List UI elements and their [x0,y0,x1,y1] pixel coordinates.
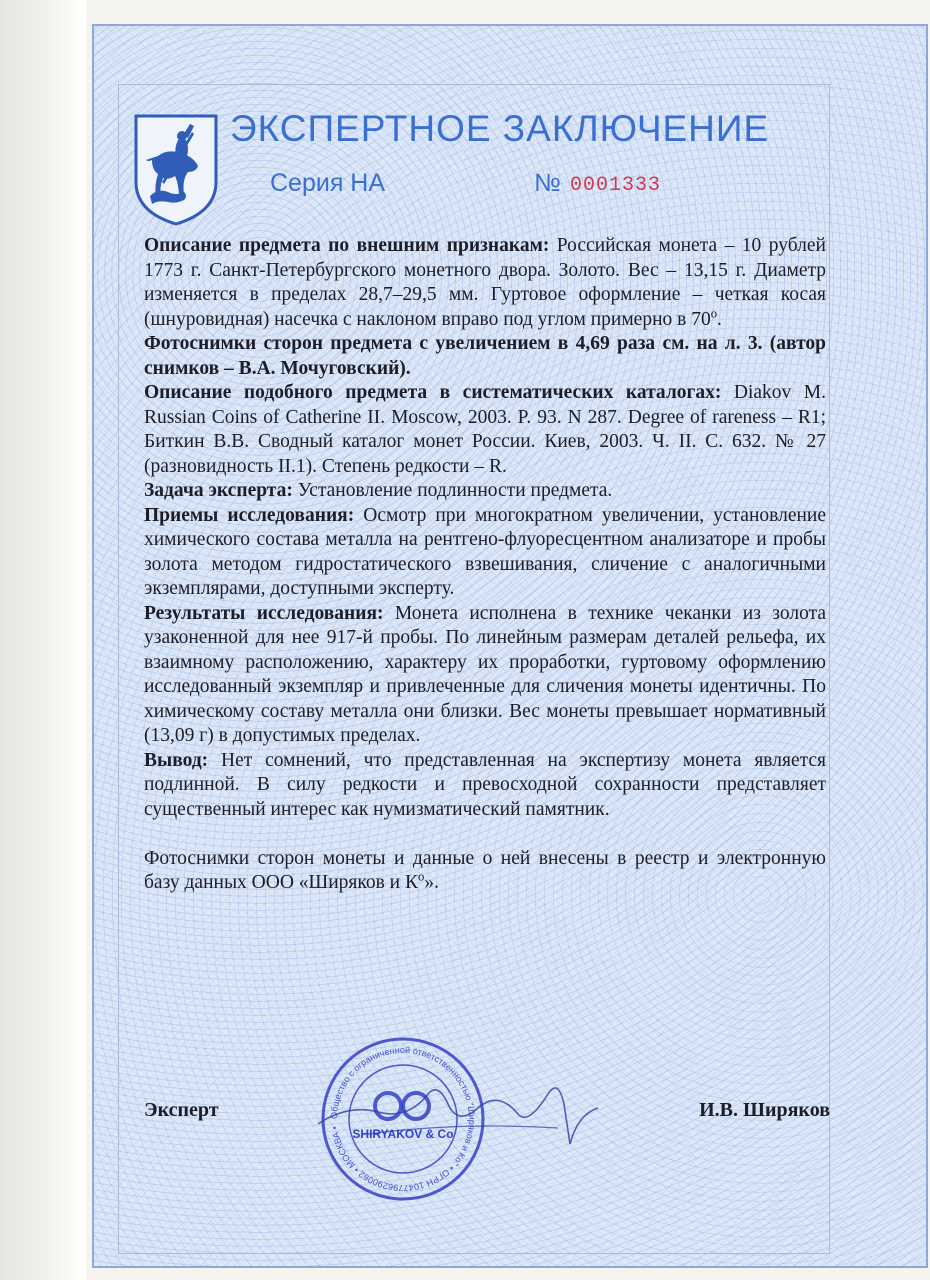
section-text: Diakov M. Russian Coins of Catherine II. Moscow, 2003. P. 93. N 287. Degree of rareness – R1; Биткин В.В. Сводный каталог монет России. Киев, 2003. Ч. II. С. 632. № 27 (разновидность II.1). Степень редкости – R. [144,382,826,477]
company-superscript: о [418,869,425,884]
document-title: ЭКСПЕРТНОЕ ЗАКЛЮЧЕНИЕ [230,108,770,149]
section-tail: . [717,308,722,330]
handwritten-signature-icon [308,1064,608,1154]
section-photos [144,332,826,381]
moscow-coat-of-arms-icon [132,112,220,228]
section-heading: Вывод: [144,749,209,771]
stamp-center-text: SHIRYAKOV & Co [352,1127,454,1141]
footer-note [144,847,826,896]
section-text: Нет сомнений, что представленная на экспертизу монета является подлинной. В силу редкости и превосходной сохранности представляет существенный интерес как нумизматический памятник. [144,749,826,820]
section-methods [144,504,826,602]
section-heading: Задача эксперта: [144,480,293,501]
section-text: Осмотр при многократном увеличении, установление химического состава металла на рентгено-флуоресцентном анализаторе и пробы золота методом гидростатического взвешивания, сличение с аналогичными экземплярами, доступными эксперту. [144,504,827,599]
section-text: Российская монета – 10 рублей 1773 г. Санкт-Петербургского монетного двора. Золото. Вес – 13,15 г. Диаметр изменяется в пределах 28,7–29,5 мм. Гуртовое оформление – четкая косая (шнуровидная) насечка с наклоном вправо под углом примерно в 70 [144,235,826,330]
section-conclusion [144,749,826,823]
section-heading: Фотоснимки сторон предмета с увеличением в 4,69 раза см. на л. 3. (автор снимков – В.А. Мочуговский). [144,333,826,379]
section-description [144,234,826,332]
serial-number: 0001333 [570,174,662,197]
degree-superscript: о [710,306,718,320]
expert-name: И.В. Ширяков [699,1099,830,1121]
stamp-ring-text: Общество с ограниченной ответственностью "Ширяков и Ко" • ОГРН 1047796290062 • МОСКВА • [328,1044,478,1194]
expert-label: Эксперт [144,1099,219,1121]
section-catalogs [144,381,826,479]
section-heading: Описание предмета по внешним признакам: [144,235,550,256]
section-task [144,479,826,504]
body-text [144,234,826,896]
section-heading: Приемы исследования: [144,504,355,526]
section-heading: Результаты исследования: [144,602,384,624]
section-heading: Описание подобного предмета в систематических каталогах: [144,382,722,403]
footer-note-tail: ». [424,872,439,893]
footer-note-text: Фотоснимки сторон монеты и данные о ней внесены в реестр и электронную базу данных ООО «Ширяков и К [144,847,826,893]
series-label: Серия НА [270,169,386,197]
section-text: Установление подлинности предмета. [292,480,613,501]
section-results [144,602,826,749]
certificate-sheet [92,24,928,1268]
number-sign: № [534,169,561,197]
section-text: Монета исполнена в технике чеканки из золота узаконенной для нее 917-й пробы. По линейным размерам деталей рельефа, их взаимному расположению, характеру их проработки, гуртовому оформлению исследованный экземпляр и привлеченные для сличения монеты идентичны. По химическому составу металла они близки. Вес монеты превышает нормативный (13,09 г) в допустимых пределах. [144,602,826,746]
binding-edge [0,0,86,1280]
